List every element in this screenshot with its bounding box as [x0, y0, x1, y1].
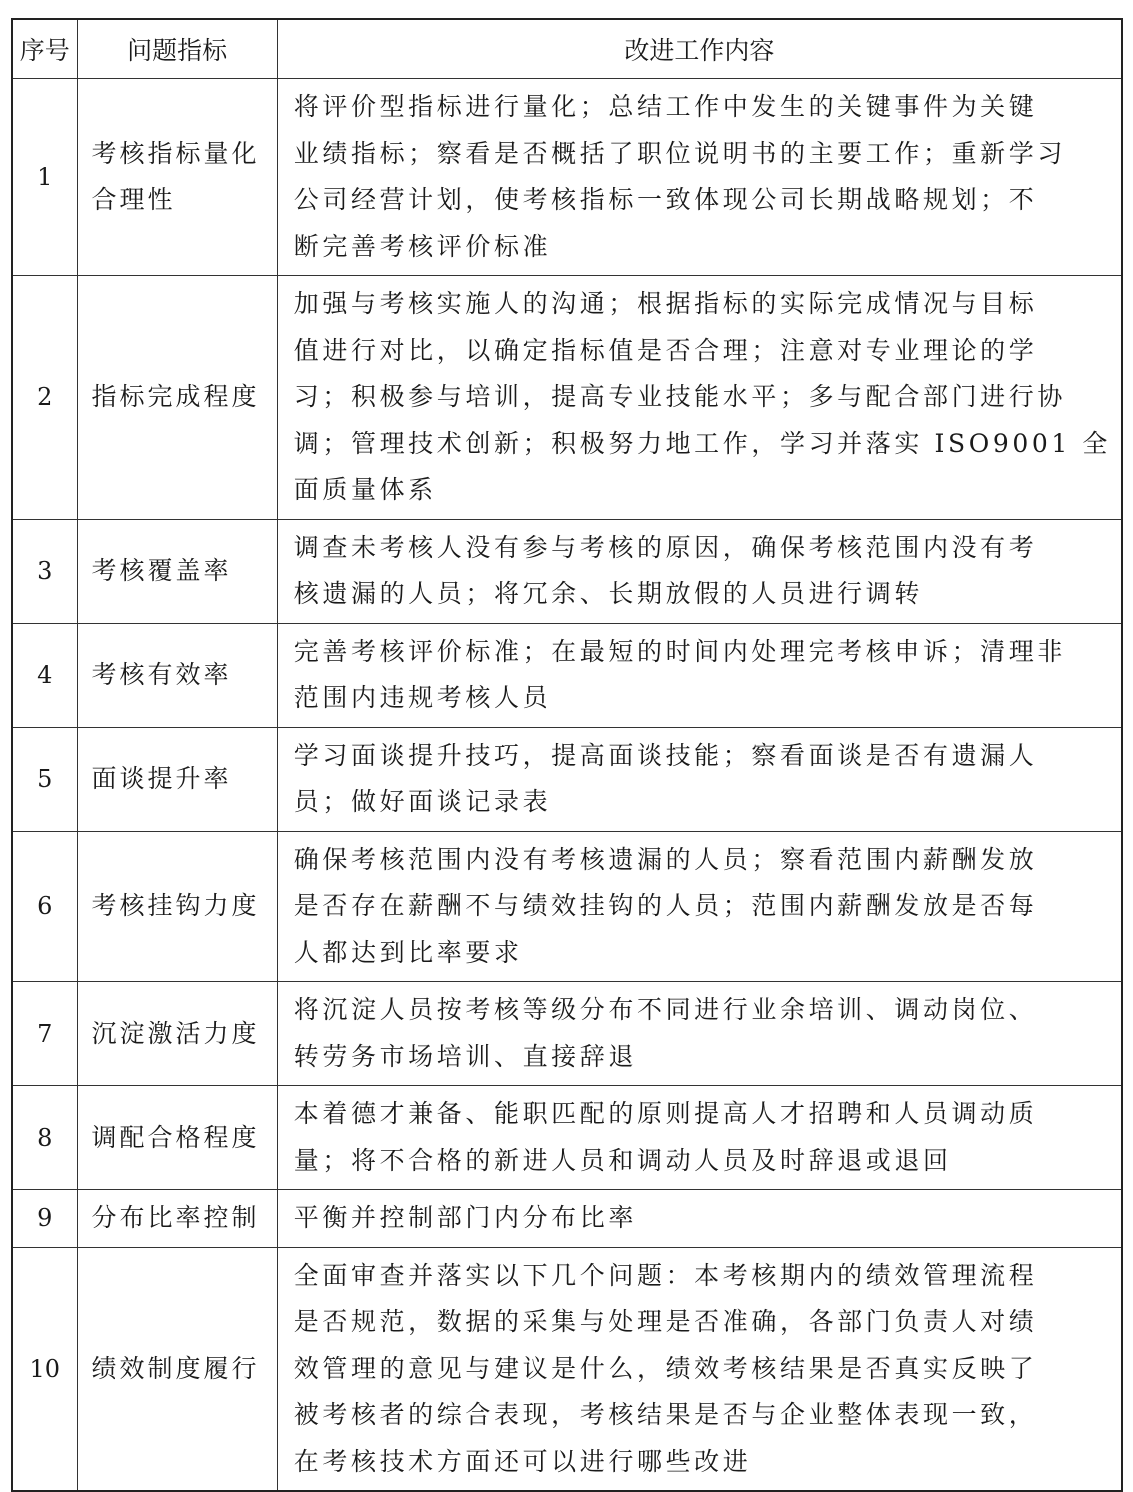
- content-line: 将评价型指标进行量化；总结工作中发生的关键事件为关键: [293, 92, 1038, 121]
- row-content: [277, 276, 1122, 520]
- header-content: 改进工作内容: [277, 19, 1122, 79]
- row-indicator: [77, 623, 277, 727]
- content-line: 范围内违规考核人员: [293, 683, 552, 712]
- row-number: 5: [12, 727, 77, 831]
- content-line: 效管理的意见与建议是什么，绩效考核结果是否真实反映了: [293, 1353, 1038, 1383]
- row-indicator: [77, 727, 277, 831]
- content-line: 学习面谈提升技巧，提高面谈技能；察看面谈是否有遗漏人: [293, 740, 1038, 770]
- indicator-line: 考核指标量化: [91, 139, 260, 168]
- improvement-table: [11, 18, 1123, 1492]
- row-indicator: [77, 1247, 277, 1491]
- header-indicator: 问题指标: [77, 19, 277, 79]
- row-number: 6: [12, 831, 77, 982]
- content-line: 加强与考核实施人的沟通；根据指标的实际完成情况与目标: [293, 289, 1038, 318]
- content-line: 面质量体系: [293, 475, 437, 504]
- content-line: 转劳务市场培训、直接辞退: [293, 1041, 637, 1071]
- indicator-line: 分布比率控制: [91, 1203, 260, 1233]
- table-row: [12, 1247, 1122, 1491]
- indicator-line: 绩效制度履行: [91, 1353, 260, 1383]
- indicator-line: 面谈提升率: [91, 764, 232, 793]
- indicator-line: 考核挂钩力度: [91, 891, 260, 921]
- table-row: [12, 982, 1122, 1086]
- content-line: 核遗漏的人员；将冗余、长期放假的人员进行调转: [293, 579, 923, 608]
- table-row: [12, 1086, 1122, 1190]
- content-line: 习；积极参与培训，提高专业技能水平；多与配合部门进行协: [293, 382, 1066, 411]
- indicator-line: 指标完成程度: [91, 382, 260, 412]
- content-line: 平衡并控制部门内分布比率: [293, 1203, 637, 1232]
- content-line: 量；将不合格的新进人员和调动人员及时辞退或退回: [293, 1145, 952, 1175]
- row-content: [277, 79, 1122, 276]
- row-number: 10: [12, 1247, 77, 1491]
- row-indicator: [77, 831, 277, 982]
- row-content: [277, 727, 1122, 831]
- row-content: [277, 831, 1122, 982]
- table-row: [12, 831, 1122, 982]
- content-line: 确保考核范围内没有考核遗漏的人员；察看范围内薪酬发放: [293, 844, 1038, 874]
- content-line: 人都达到比率要求: [293, 937, 523, 967]
- indicator-line: 沉淀激活力度: [91, 1018, 260, 1048]
- indicator-line: 考核覆盖率: [91, 556, 232, 585]
- row-content: [277, 519, 1122, 623]
- row-number: 8: [12, 1086, 77, 1190]
- table-row: [12, 727, 1122, 831]
- content-line: 本着德才兼备、能职匹配的原则提高人才招聘和人员调动质: [293, 1099, 1038, 1128]
- row-number: 4: [12, 623, 77, 727]
- row-number: 2: [12, 276, 77, 520]
- content-line: 公司经营计划，使考核指标一致体现公司长期战略规划；不: [293, 185, 1038, 214]
- table-row: [12, 1190, 1122, 1248]
- content-line: 被考核者的综合表现，考核结果是否与企业整体表现一致，: [293, 1400, 1038, 1429]
- header-row: [12, 19, 1122, 79]
- row-content: [277, 1086, 1122, 1190]
- content-line: 将沉淀人员按考核等级分布不同进行业余培训、调动岗位、: [293, 995, 1038, 1024]
- table-row: [12, 79, 1122, 276]
- row-content: [277, 623, 1122, 727]
- content-line: 完善考核评价标准；在最短的时间内处理完考核申诉；清理非: [293, 636, 1066, 666]
- row-indicator: [77, 276, 277, 520]
- indicator-line: 考核有效率: [91, 660, 232, 689]
- table-row: [12, 623, 1122, 727]
- row-content: [277, 982, 1122, 1086]
- content-line: 断完善考核评价标准: [293, 231, 552, 261]
- content-line: 值进行对比，以确定指标值是否合理；注意对专业理论的学: [293, 335, 1038, 365]
- indicator-line: 调配合格程度: [91, 1122, 260, 1152]
- header-no: 序号: [12, 19, 77, 79]
- content-line: 业绩指标；察看是否概括了职位说明书的主要工作；重新学习: [293, 138, 1066, 168]
- row-indicator: [77, 79, 277, 276]
- row-content: [277, 1190, 1122, 1248]
- row-indicator: [77, 519, 277, 623]
- content-line: 是否规范，数据的采集与处理是否准确，各部门负责人对绩: [293, 1307, 1038, 1336]
- row-indicator: [77, 1190, 277, 1248]
- content-line: 调；管理技术创新；积极努力地工作，学习并落实 ISO9001 全: [293, 428, 1111, 458]
- indicator-line: 合理性: [91, 185, 176, 214]
- content-line: 调查未考核人没有参与考核的原因，确保考核范围内没有考: [293, 532, 1038, 562]
- content-line: 全面审查并落实以下几个问题：本考核期内的绩效管理流程: [293, 1260, 1038, 1290]
- row-number: 7: [12, 982, 77, 1086]
- row-number: 9: [12, 1190, 77, 1248]
- row-indicator: [77, 1086, 277, 1190]
- content-line: 在考核技术方面还可以进行哪些改进: [293, 1446, 752, 1476]
- table-row: [12, 276, 1122, 520]
- content-line: 是否存在薪酬不与绩效挂钩的人员；范围内薪酬发放是否每: [293, 891, 1038, 920]
- row-number: 1: [12, 79, 77, 276]
- row-number: 3: [12, 519, 77, 623]
- content-line: 员；做好面谈记录表: [293, 787, 552, 816]
- row-content: [277, 1247, 1122, 1491]
- row-indicator: [77, 982, 277, 1086]
- table-row: [12, 519, 1122, 623]
